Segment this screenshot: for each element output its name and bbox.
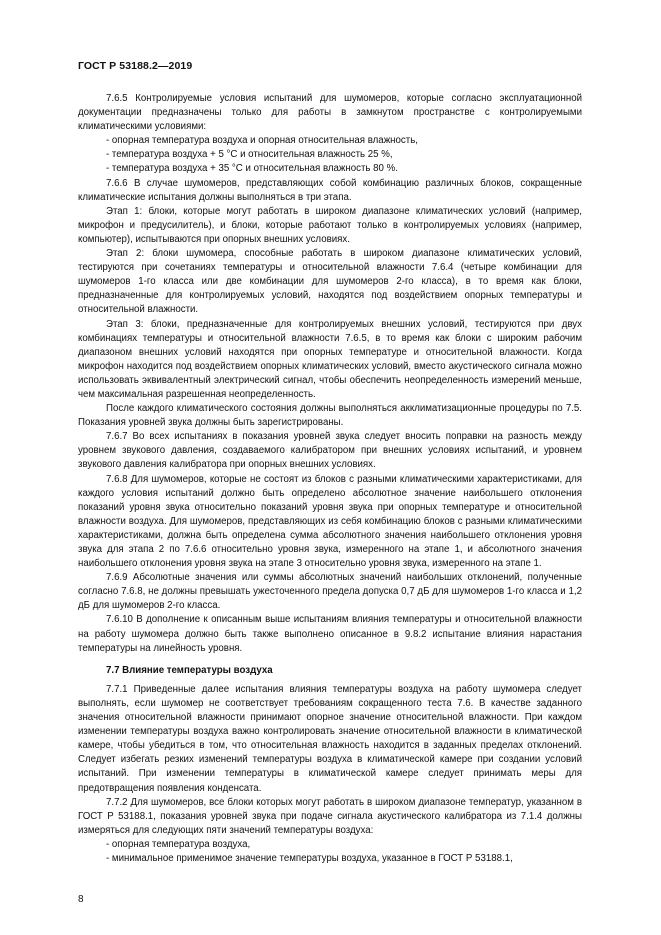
paragraph: 7.6.5 Контролируемые условия испытаний для шумомеров, которые согласно эксплуатационной документации предназначены только для работы в замкнутом пространстве с контролируемыми климатическими условиями: bbox=[78, 93, 582, 133]
paragraph: Этап 2: блоки шумомера, способные работать в широком диапазоне климатических условий, тестируются при сочетаниях температуры и относительной влажности 7.6.4 (четыре комбинации для шумомеров 1-го класса или две комбинации для шумомеров 2-го класса), в то время как блоки, предназначенные для контролируемых условий, находятся под воздействием опорных температуры и относительной влажности. bbox=[78, 248, 582, 316]
page-number: 8 bbox=[78, 894, 84, 905]
list-item: - температура воздуха + 35 °С и относительная влажность 80 %. bbox=[106, 163, 398, 175]
list-item: - опорная температура воздуха, bbox=[106, 838, 251, 850]
paragraph: 7.6.6 В случае шумомеров, представляющих собой комбинацию различных блоков, сокращенные климатические испытания должны выполняться в три этапа. bbox=[78, 177, 582, 203]
paragraph: 7.6.9 Абсолютные значения или суммы абсолютных значений наибольших отклонений, полученные согласно 7.6.8, не должны превышать ужесточенного предела допуска 0,7 дБ для шумомеров 1-го класса и 1,2 дБ для шумомеров 2-го класса. bbox=[78, 572, 582, 612]
paragraph: Этап 3: блоки, предназначенные для контролируемых внешних условий, тестируются при двух комбинациях температуры и относительной влажности 7.6.5, в то время как блоки с широким рабочим диапазоном внешних условий находятся при опорных температуре и относительной влажности. Когда микрофон находится под воздействием опорных климатических условий, вместо акустического сигнала можно использовать эквивалентный электрический сигнал, чтобы обеспечить неопределенность измерений меньше, чем максимальная разрешенная неопределенность. bbox=[78, 318, 582, 400]
document-header: ГОСТ Р 53188.2—2019 bbox=[78, 60, 193, 72]
document-body bbox=[78, 92, 582, 866]
list-item: - температура воздуха + 5 °С и относительная влажность 25 %, bbox=[106, 149, 393, 161]
paragraph: 7.6.7 Во всех испытаниях в показания уровней звука следует вносить поправки на разность между уровнем звукового давления, создаваемого калибратором при внешних условиях испытаний, и уровнем звукового давления калибратора при опорных внешних условиях. bbox=[78, 431, 582, 471]
section-heading: 7.7 Влияние температуры воздуха bbox=[106, 664, 273, 676]
list-item: - опорная температура воздуха и опорная относительная влажность, bbox=[106, 135, 418, 147]
paragraph: Этап 1: блоки, которые могут работать в широком диапазоне климатических условий (например, микрофон и предусилитель), и блоки, которые работают только в контролируемых условиях (например, компьютер), испытываются при опорных внешних условиях. bbox=[78, 205, 582, 245]
paragraph: 7.6.10 В дополнение к описанным выше испытаниям влияния температуры и относительной влажности на работу шумомера должно быть также выполнено описанное в 9.8.2 испытание влияния нарастания температуры на линейность уровня. bbox=[78, 614, 582, 654]
paragraph: 7.7.1 Приведенные далее испытания влияния температуры воздуха на работу шумомера следует выполнять, если шумомер не соответствует требованиям сокращенного теста 7.6. В качестве заданного значения относительной влажности принимают опорное значение относительной влажности. При каждом изменении температуры воздуха важно контролировать значение относительной влажности в климатической камере, чтобы убедиться в том, что относительная влажность находится в заданных пределах отклонений. Следует избегать резких изменений температуры воздуха в климатической камере при создании условий испытаний. При изменении температуры в климатической камере следует принимать меры для предотвращения появления конденсата. bbox=[78, 683, 582, 794]
paragraph: 7.7.2 Для шумомеров, все блоки которых могут работать в широком диапазоне температур, указанном в ГОСТ Р 53188.1, показания уровней звука при подаче сигнала акустического калибратора из 7.1.4 должны измеряться для следующих пяти значений температуры воздуха: bbox=[78, 796, 582, 836]
paragraph: 7.6.8 Для шумомеров, которые не состоят из блоков с разными климатическими характеристиками, для каждого условия испытаний должно быть определено абсолютное значение наибольшего отклонения показаний уровня звука относительно показаний уровня звука при опорных температуре и относительной влажности воздуха. Для шумомеров, представляющих из себя комбинацию блоков с разными климатическими характеристиками, должна быть определена сумма абсолютного значения наибольшего отклонения уровня звука для этапа 2 по 7.6.6 относительно уровня звука, измеренного на этапе 1, и абсолютного значения наибольшего отклонения уровня звука на этапе 3 относительно уровня звука, измеренного на этапе 1. bbox=[78, 473, 582, 570]
paragraph: После каждого климатического состояния должны выполняться акклиматизационные процедуры по 7.5. Показания уровней звука должны быть зарегистрированы. bbox=[78, 403, 582, 429]
list-item: - минимальное применимое значение температуры воздуха, указанное в ГОСТ Р 53188.1, bbox=[106, 852, 513, 864]
